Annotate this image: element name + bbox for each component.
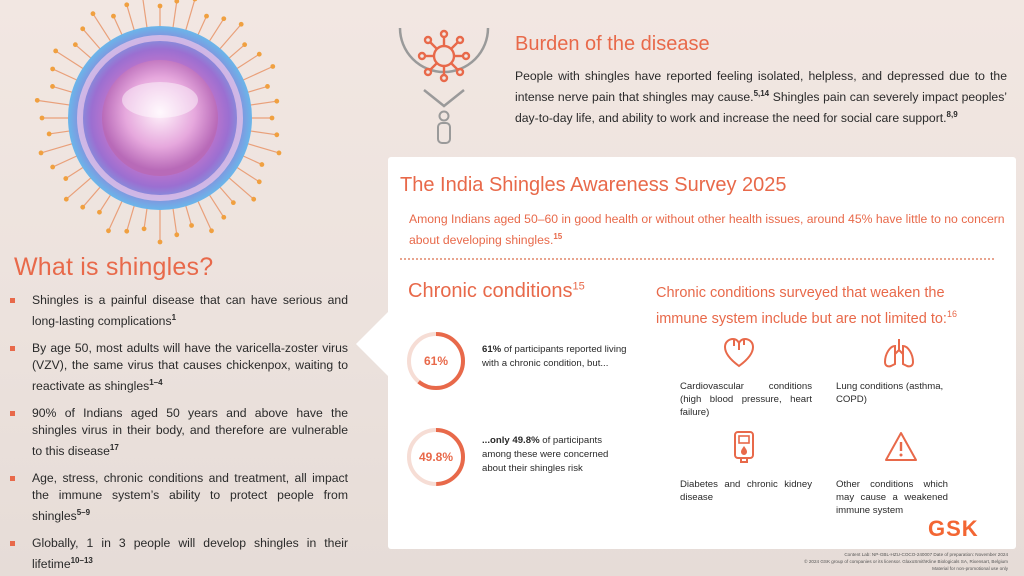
list-item: Globally, 1 in 3 people will develop shingles in their lifetime$^{10-13}$ [8, 535, 348, 573]
shingles-facts-list [8, 292, 348, 576]
list-item: By age 50, most adults will have the varicella-zoster virus (VZV), the same virus that causes chickenpox, waiting to reactivate as shingles$^{1-4}$ [8, 340, 348, 395]
list-item: 90% of Indians aged 50 years and above have the shingles virus in their body, and therefore are vulnerable to this disease$^{17}$ [8, 405, 348, 460]
footer-line: Content Lab: NP-GBL-HZU-COCO-240007 Date of preparation: November 2024 [844, 552, 1008, 557]
burden-title: Burden of the disease [515, 33, 710, 55]
list-item: Shingles is a painful disease that can have serious and long-lasting complications$^1$ [8, 292, 348, 330]
callout-pointer [356, 310, 390, 378]
chronic-title: Chronic conditions$^{15}$ [408, 280, 585, 302]
stat-text: 61% of participants reported living with a chronic condition, but... [482, 344, 627, 369]
survey-title: The India Shingles Awareness Survey 2025 [400, 174, 787, 196]
warning-icon [884, 430, 918, 464]
condition-text: Other conditions which may cause a weakened immune system [836, 479, 948, 516]
burden-text: People with shingles have reported feeling isolated, helpless, and depressed due to the intense nerve pain that shingles may cause.$^{5,14}$ Shingles pain can severely impact peoples’ day-to-day life, and ability to work and increase the need for social care support.$^{8,9}$ [515, 69, 1008, 126]
immune-title: Chronic conditions surveyed that weaken the immune system include but are not limited to:$^{16}$ [656, 285, 957, 327]
condition-text: Lung conditions (asthma, COPD) [836, 381, 944, 405]
heart-icon [722, 336, 756, 370]
virus-illustration [20, 0, 300, 250]
survey-text: Among Indians aged 50–60 in good health or without other health issues, around 45% have little to no concern about developing shingles.$^{15}$ [409, 212, 1005, 248]
what-is-shingles-title: What is shingles? [14, 253, 214, 281]
footer-line: © 2024 GSK group of companies or its licensor. GlaxoSmithKline Biologicals SA, Rixensart, Belgium [804, 559, 1008, 564]
stat-value: 61% [423, 354, 449, 368]
condition-text: Cardiovascular conditions (high blood pressure, heart failure) [680, 381, 812, 418]
stat-value: 49.8% [418, 450, 454, 464]
divider [400, 258, 994, 260]
lungs-icon [882, 336, 916, 370]
footer-line: Material for non-promotional use only [932, 566, 1008, 571]
gsk-logo: GSK [928, 516, 979, 541]
stat-text: ...only 49.8% of participants among these were concerned about their shingles risk [482, 435, 609, 474]
glucose-meter-icon [727, 430, 761, 464]
list-item: Age, stress, chronic conditions and treatment, all impact the immune system’s ability to protect people from shingles$^{5-9}$ [8, 470, 348, 525]
condition-text: Diabetes and chronic kidney disease [680, 479, 812, 503]
virus-person-icon [394, 10, 494, 150]
